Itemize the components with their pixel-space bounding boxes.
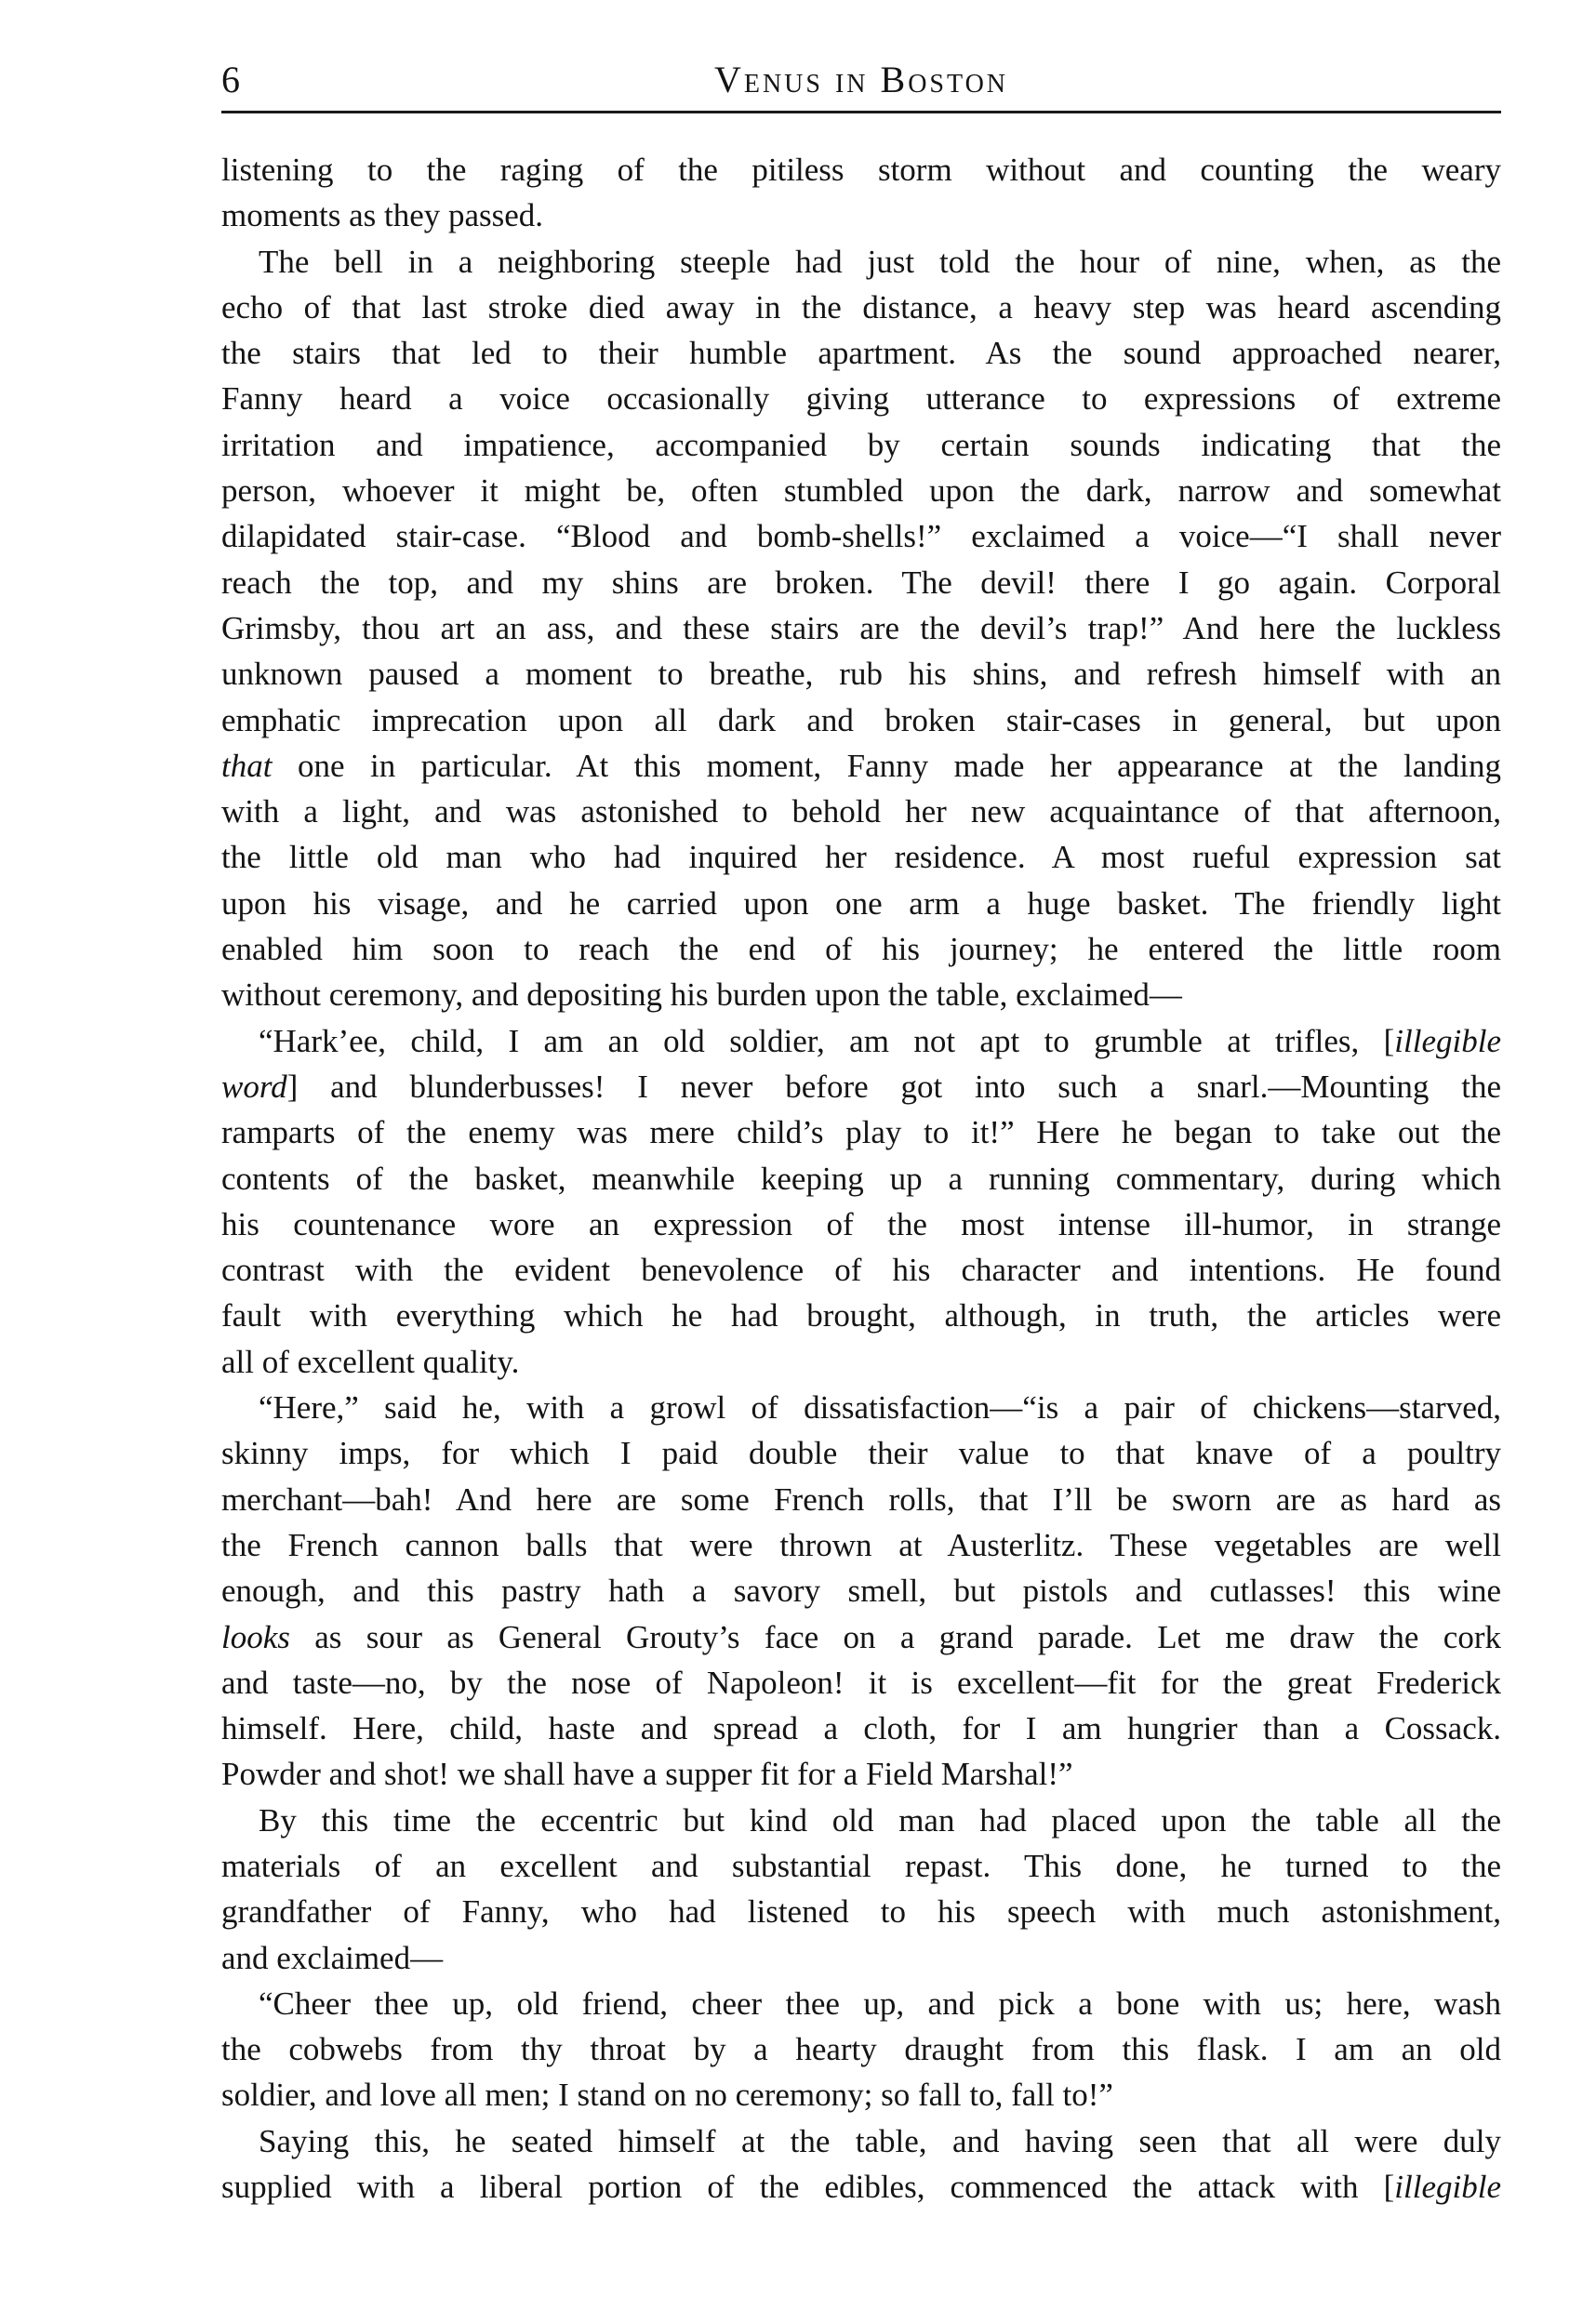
text-line: [221, 697, 1501, 743]
text-line: [221, 1385, 1501, 1430]
text-segment: without ceremony, and depositing his burden upon the table, exclaimed—: [221, 976, 1182, 1014]
text-segment: and exclaimed—: [221, 1939, 444, 1976]
text-segment: the cobwebs from thy throat by a hearty draught from this flask. I am an old: [221, 2031, 1501, 2068]
text-segment: contrast with the evident benevolence of his character and intentions. He found: [221, 1252, 1501, 1289]
text-segment: grandfather of Fanny, who had listened to his speech with much astonishment,: [221, 1893, 1501, 1931]
text-segment: ramparts of the enemy was mere child’s play to it!” Here he began to take out the: [221, 1114, 1501, 1151]
text-segment: echo of that last stroke died away in the distance, a heavy step was heard ascending: [221, 288, 1501, 325]
text-line: [221, 147, 1501, 193]
text-line: [221, 2072, 1501, 2118]
text-line: [221, 1660, 1501, 1706]
italic-text: looks: [221, 1618, 290, 1655]
text-segment: contents of the basket, meanwhile keeping up a running commentary, during which: [221, 1160, 1501, 1197]
text-line: [221, 605, 1501, 651]
text-segment: merchant—bah! And here are some French rolls, that I’ll be sworn are as hard as: [221, 1480, 1501, 1518]
text-segment: ] and blunderbusses! I never before got into such a snarl.—Mounting the: [286, 1068, 1501, 1105]
text-line: [221, 468, 1501, 513]
text-line: [221, 926, 1501, 972]
text-segment: one in particular. At this moment, Fanny made her appearance at the landing: [272, 747, 1501, 784]
text-line: [221, 1202, 1501, 1247]
text-segment: himself. Here, child, haste and spread a cloth, for I am hungrier than a Cossack.: [221, 1710, 1501, 1747]
text-line: [221, 1751, 1501, 1797]
text-segment: Grimsby, thou art an ass, and these stairs are the devil’s trap!” And here the luckless: [221, 609, 1501, 646]
italic-text: illegible: [1394, 2169, 1501, 2206]
text-line: [221, 422, 1501, 468]
text-line: [221, 834, 1501, 880]
text-segment: with a light, and was astonished to behold her new acquaintance of that afternoon,: [221, 793, 1501, 830]
text-line: [221, 1568, 1501, 1613]
text-segment: moments as they passed.: [221, 197, 544, 234]
text-segment: his countenance wore an expression of the most intense ill-humor, in strange: [221, 1205, 1501, 1242]
running-header: [221, 54, 1501, 112]
italic-text: that: [221, 747, 273, 784]
text-line: [221, 743, 1501, 789]
text-line: [221, 1935, 1501, 1981]
text-line: [221, 1430, 1501, 1476]
text-line: [221, 1064, 1501, 1109]
text-segment: Fanny heard a voice occasionally giving utterance to expressions of extreme: [221, 380, 1501, 418]
text-segment: Saying this, he seated himself at the table, and having seen that all were duly: [259, 2122, 1501, 2159]
text-segment: the French cannon balls that were thrown at Austerlitz. These vegetables are well: [221, 1526, 1501, 1563]
text-line: [221, 1339, 1501, 1385]
text-line: [221, 376, 1501, 421]
text-line: [221, 1156, 1501, 1202]
text-segment: soldier, and love all men; I stand on no ceremony; so fall to, fall to!”: [221, 2077, 1113, 2114]
text-segment: fault with everything which he had brought, although, in truth, the articles were: [221, 1297, 1501, 1334]
text-segment: and taste—no, by the nose of Napoleon! it is excellent—fit for the great Frederick: [221, 1664, 1501, 1701]
text-line: [221, 513, 1501, 559]
text-line: [221, 1018, 1501, 1064]
text-segment: as sour as General Grouty’s face on a grand parade. Let me draw the cork: [289, 1618, 1501, 1655]
text-segment: reach the top, and my shins are broken. The devil! there I go again. Corporal: [221, 564, 1501, 601]
text-line: [221, 1843, 1501, 1889]
text-segment: “Cheer thee up, old friend, cheer thee up, and pick a bone with us; here, wash: [259, 1985, 1501, 2022]
body-text: [221, 147, 1501, 2210]
text-segment: all of excellent quality.: [221, 1343, 520, 1380]
text-segment: The bell in a neighboring steeple had just told the hour of nine, when, as the: [259, 243, 1501, 280]
text-segment: dilapidated stair-case. “Blood and bomb-shells!” exclaimed a voice—“I shall never: [221, 518, 1501, 555]
italic-text: illegible: [1394, 1022, 1501, 1059]
text-line: [221, 789, 1501, 834]
text-segment: irritation and impatience, accompanied by certain sounds indicating that the: [221, 426, 1501, 463]
page-number: 6: [221, 59, 240, 100]
text-line: [221, 2118, 1501, 2164]
text-line: [221, 330, 1501, 376]
text-line: [221, 651, 1501, 697]
text-segment: the little old man who had inquired her residence. A most rueful expression sat: [221, 839, 1501, 876]
text-line: [221, 560, 1501, 605]
text-segment: materials of an excellent and substantial repast. This done, he turned to the: [221, 1847, 1501, 1884]
text-line: [221, 285, 1501, 330]
text-line: [221, 1889, 1501, 1934]
text-line: [221, 881, 1501, 926]
text-line: [221, 1706, 1501, 1751]
text-segment: the stairs that led to their humble apartment. As the sound approached nearer,: [221, 335, 1501, 372]
header-rule: [221, 111, 1501, 113]
text-segment: skinny imps, for which I paid double their value to that knave of a poultry: [221, 1435, 1501, 1472]
text-line: [221, 972, 1501, 1017]
text-segment: emphatic imprecation upon all dark and broken stair-cases in general, but upon: [221, 701, 1501, 738]
text-segment: “Hark’ee, child, I am an old soldier, am not apt to grumble at trifles, [: [259, 1022, 1395, 1059]
text-line: [221, 1798, 1501, 1843]
text-line: [221, 193, 1501, 238]
text-segment: upon his visage, and he carried upon one arm a huge basket. The friendly light: [221, 884, 1501, 922]
text-segment: supplied with a liberal portion of the edibles, commenced the attack with [: [221, 2169, 1395, 2206]
text-line: [221, 1247, 1501, 1293]
text-segment: listening to the raging of the pitiless storm without and counting the weary: [221, 152, 1501, 188]
text-line: [221, 1477, 1501, 1522]
text-segment: By this time the eccentric but kind old man had placed upon the table all the: [259, 1801, 1501, 1839]
italic-text: word: [221, 1068, 287, 1105]
text-segment: enabled him soon to reach the end of his journey; he entered the little room: [221, 931, 1501, 968]
text-segment: unknown paused a moment to breathe, rub his shins, and refresh himself with an: [221, 656, 1501, 693]
text-line: [221, 1293, 1501, 1338]
text-segment: person, whoever it might be, often stumbled upon the dark, narrow and somewhat: [221, 472, 1501, 510]
text-segment: enough, and this pastry hath a savory smell, but pistols and cutlasses! this wine: [221, 1573, 1501, 1610]
running-title: Venus in Boston: [713, 59, 1009, 100]
text-line: [221, 1981, 1501, 2026]
text-segment: Powder and shot! we shall have a supper fit for a Field Marshal!”: [221, 1756, 1073, 1793]
text-line: [221, 239, 1501, 285]
text-line: [221, 1522, 1501, 1568]
text-line: [221, 1109, 1501, 1155]
text-line: [221, 2026, 1501, 2072]
text-line: [221, 1614, 1501, 1660]
text-segment: “Here,” said he, with a growl of dissatisfaction—“is a pair of chickens—starved,: [259, 1389, 1501, 1427]
text-line: [221, 2164, 1501, 2210]
